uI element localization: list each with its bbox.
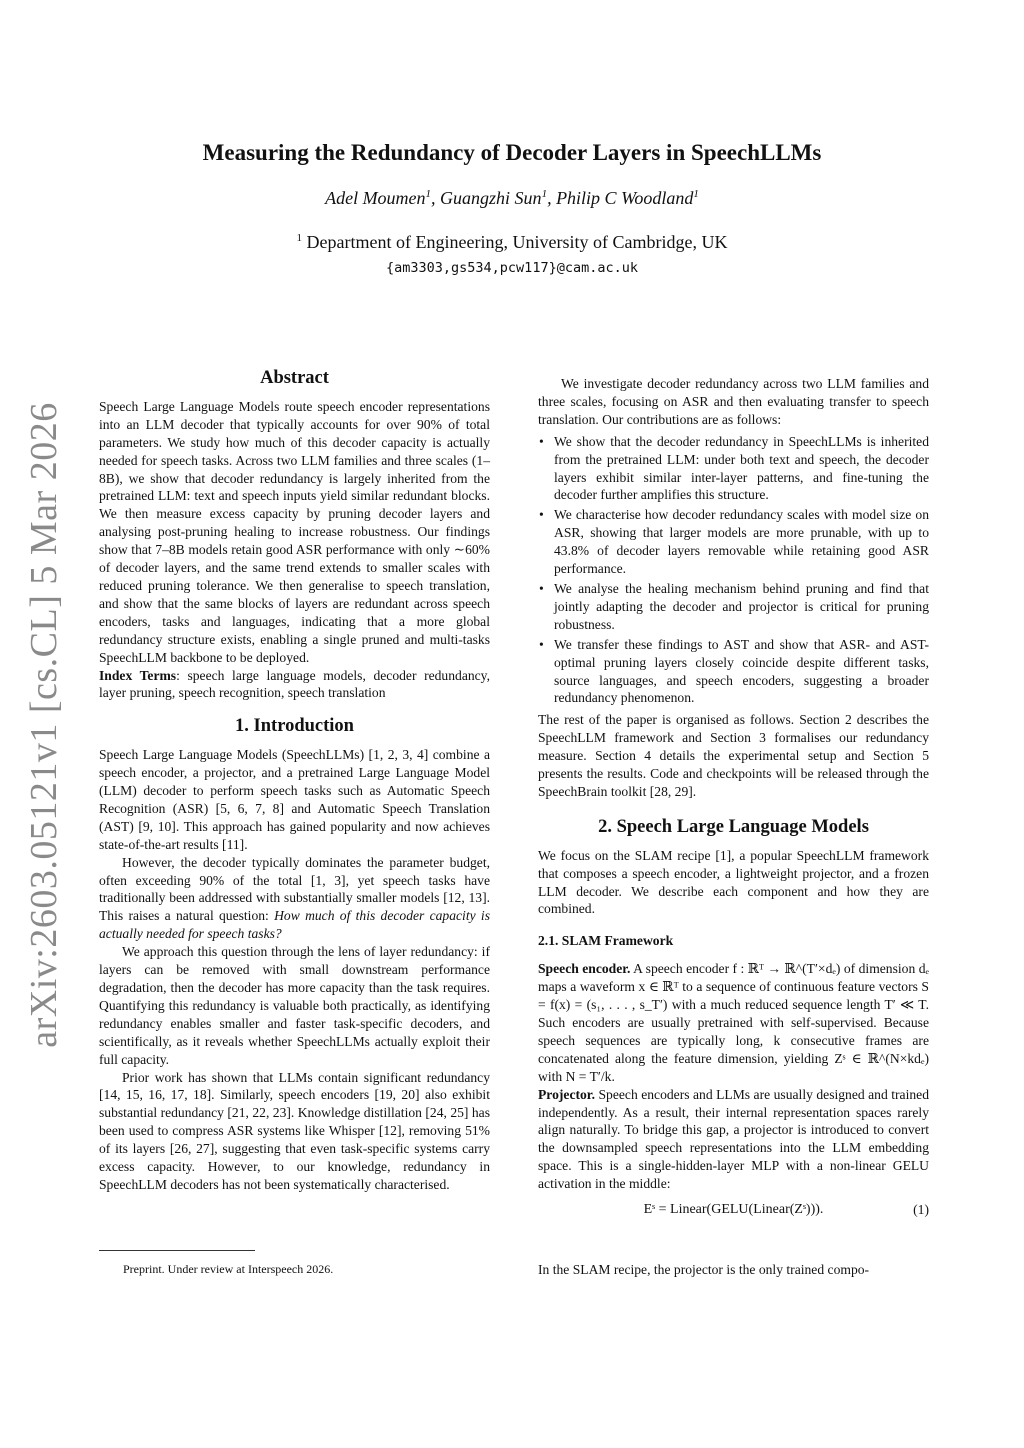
section2-heading: 2. Speech Large Language Models	[598, 816, 869, 837]
left-column	[99, 370, 490, 1194]
projector-paragraph: Projector. Speech encoders and LLMs are usually designed and trained independently. As a result, their internal representation spaces rarely align naturally. To bridge this gap, a projector is introduced to convert the downsampled speech representations into the LLM embedding space. This is a single-hidden-layer MLP with a non-linear GELU activation in the middle:	[538, 1086, 929, 1192]
section2-paragraph: We focus on the SLAM recipe [1], a popular SpeechLLM framework that composes a speech encoder, a lightweight projector, and a frozen LLM decoder. We describe each component and how they are combined.	[538, 847, 929, 917]
footnote-divider	[99, 1250, 255, 1251]
contribution-list	[538, 433, 929, 708]
paper-organisation: The rest of the paper is organised as follows. Section 2 describes the SpeechLLM framework and Section 3 formalises our redundancy measure. Section 4 details the experimental setup and Section 5 presents the results. Code and checkpoints will be released through the SpeechBrain toolkit [28, 29].	[538, 712, 929, 799]
equation-body: Eˢ = Linear(GELU(Linear(Zˢ))).	[643, 1202, 824, 1218]
speech-encoder-paragraph: Speech encoder. A speech encoder f : ℝᵀ → ℝ^(T′×dₑ) of dimension dₑ maps a waveform x ∈ ℝᵀ to a sequence of continuous feature vectors S = f(x) = (s₁, . . . , s_T′) with a much reduced sequence length T′ ≪ T. Such encoders are usually pretrained with self-supervised. Because speech sequences are typically long, k consecutive frames are concatenated along the feature dimension, yielding Zˢ ∈ ℝ^(N×kdₑ) with N = T′/k.	[538, 961, 929, 1084]
arxiv-sidebar-stamp	[18, 402, 70, 1048]
author-list: Adel Moumen$^1$, Guangzhi Sun$^1$, Philip C Woodland$^1$	[325, 188, 699, 208]
intro-paragraph-5: We investigate decoder redundancy across two LLM families and three scales, focusing on ASR and then evaluating transfer to speech translation. Our contributions are as follows:	[538, 376, 929, 427]
arxiv-id: arXiv:2603.05121v1 [cs.CL] 5 Mar 2026	[23, 402, 65, 1048]
author-emails: {am3303,gs534,pcw117}@cam.ac.uk	[386, 260, 638, 276]
list-item: • We transfer these findings to AST and show that ASR- and AST-optimal pruning layers closely coincide despite different tasks, source languages, and speech encoders, suggesting a broader redundancy phenomenon.	[539, 636, 929, 706]
continuation-text: In the SLAM recipe, the projector is the only trained compo-	[538, 1262, 870, 1277]
footnote: Preprint. Under review at Interspeech 2026.	[123, 1262, 334, 1276]
author-name: Philip C Woodland	[556, 188, 694, 208]
index-terms: Index Terms: speech large language models, decoder redundancy, layer pruning, speech recognition, speech translation	[99, 667, 490, 701]
intro-paragraph-3: We approach this question through the lens of layer redundancy: if layers can be removed with small downstream performance degradation, then the decoder has more capacity than the task requires. Quantifying this redundancy is valuable both practically, as identifying redundancy enables smaller and faster task-specific decoders, and scientifically, as it reveals whether SpeechLLMs actually exploit their full capacity.	[99, 944, 490, 1067]
author-name: Guangzhi Sun	[440, 188, 542, 208]
equation-number: (1)	[913, 1202, 929, 1218]
subsection-heading: 2.1. SLAM Framework	[538, 933, 674, 949]
intro-paragraph-2: However, the decoder typically dominates the parameter budget, often exceeding 90% of the total [1, 3], yet speech tasks have traditionally been addressed with substantially smaller models [12, 13]. This raises a natural question: How much of this decoder capacity is actually needed for speech tasks?	[99, 854, 490, 942]
paper-title: Measuring the Redundancy of Decoder Layers in SpeechLLMs	[202, 140, 822, 165]
intro-paragraph-1: Speech Large Language Models (SpeechLLMs) [1, 2, 3, 4] combine a speech encoder, a projector, and a pretrained Large Language Model (LLM) decoder to perform speech tasks such as Automatic Speech Recognition (ASR) [5, 6, 7, 8] and Automatic Speech Translation (AST) [9, 10]. This approach has gained popularity and now achieves state-of-the-art results [11].	[99, 747, 490, 852]
list-item: • We characterise how decoder redundancy scales with model size on ASR, showing that larger models are more prunable, with up to 43.8% of decoder layers removable while retaining good ASR performance.	[539, 507, 929, 577]
equation-1	[538, 1201, 929, 1223]
right-column	[538, 375, 929, 1233]
list-item: • We analyse the healing mechanism behind pruning and find that jointly adapting the decoder and projector is critical for pruning robustness.	[539, 580, 929, 632]
abstract-heading: Abstract	[260, 368, 329, 388]
intro-paragraph-4: Prior work has shown that LLMs contain significant redundancy [14, 15, 16, 17, 18]. Similarly, speech encoders [19, 20] also exhibit substantial redundancy [21, 22, 23]. Knowledge distillation [24, 25] has been used to compress ASR systems like Whisper [12], removing 51% of its layers [26, 27], suggesting that even task-specific systems carry excess capacity. However, to our knowledge, redundancy in SpeechLLM decoders has not been systematically characterised.	[99, 1069, 490, 1192]
list-item: • We show that the decoder redundancy in SpeechLLMs is inherited from the pretrained LLM: under both text and speech, the decoder layers exhibit similar inter-layer patterns, and fine-tuning the decoder further amplifies this structure.	[539, 433, 929, 503]
author-name: Adel Moumen	[325, 188, 426, 208]
abstract-body: Speech Large Language Models route speech encoder representations into an LLM decoder that typically accounts for over 90% of total parameters. We study how much of this decoder capacity is actually needed for speech tasks. Across two LLM families and three scales (1–8B), we show that decoder redundancy is largely inherited from the pretrained LLM: text and speech inputs yield similar redundant blocks. We then measure excess capacity by pruning decoder layers and analysing post-pruning healing to increase robustness. Our findings show that 7–8B models retain good ASR performance with only ∼60% of decoder layers, and the same trend extends to smaller scales with reduced pruning tolerance. We then generalise to speech translation, and show that the same blocks of layers are redundant across speech encoders, tasks and languages, indicating that a more global redundancy structure exists, enabling a single pruned and multi-tasks SpeechLLM backbone to be deployed.	[99, 398, 490, 665]
affiliation: $^1$ Department of Engineering, University of Cambridge, UK	[296, 232, 728, 252]
introduction-heading: 1. Introduction	[235, 716, 354, 737]
